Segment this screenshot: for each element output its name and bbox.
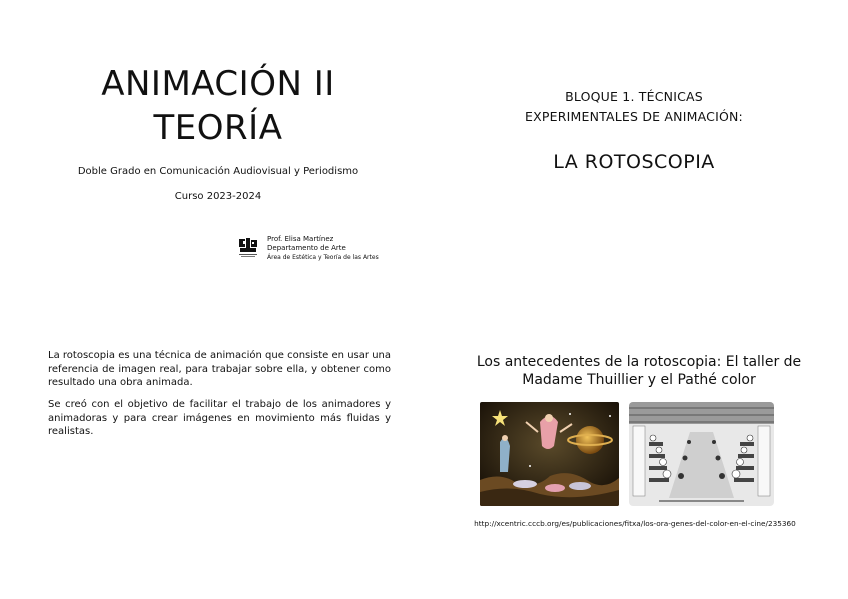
course-subtitle-theory: TEORÍA (153, 108, 283, 148)
topic-title: LA ROTOSCOPIA (553, 151, 715, 173)
antecedents-heading (454, 353, 824, 389)
block-title (444, 87, 824, 127)
degree-name: Doble Grado en Comunicación Audiovisual y Periodismo (77, 166, 359, 177)
area-name: Área de Estética y Teoría de las Artes (267, 254, 379, 261)
image-source-link[interactable]: http://xcentric.cccb.org/es/publicaciones/fitxa/los-ora-genes-del-color-en-el-cine/235360 (474, 519, 796, 528)
antecedents-slide (424, 300, 848, 599)
coloring-workshop-photo-image (629, 402, 774, 506)
course-title: ANIMACIÓN II (101, 64, 335, 104)
antecedents-heading-line1: Los antecedentes de la rotoscopia: El taller de (476, 354, 802, 370)
block-title-line2: EXPERIMENTALES DE ANIMACIÓN: (525, 109, 743, 124)
purpose-paragraph: Se creó con el objetivo de facilitar el trabajo de los animadores y animadoras y para crear imágenes en movimiento más fluidas y realistas. (48, 399, 391, 437)
definition-slide (0, 300, 424, 599)
antecedents-heading-line2: Madame Thuillier y el Pathé color (522, 372, 756, 388)
title-slide (0, 0, 424, 300)
department-name: Departamento de Arte (267, 244, 346, 252)
block-slide (424, 0, 848, 300)
hand-colored-film-still-image (480, 402, 619, 506)
academic-year: Curso 2023-2024 (174, 191, 262, 202)
professor-name: Prof. Elisa Martínez (267, 235, 334, 243)
definition-paragraph: La rotoscopia es una técnica de animación que consiste en usar una referencia de imagen real, para trabajar sobre ella, y obtener como resultado una obra animada. (48, 350, 391, 388)
university-logo-icon (238, 237, 258, 259)
block-title-line1: BLOQUE 1. TÉCNICAS (565, 89, 703, 104)
